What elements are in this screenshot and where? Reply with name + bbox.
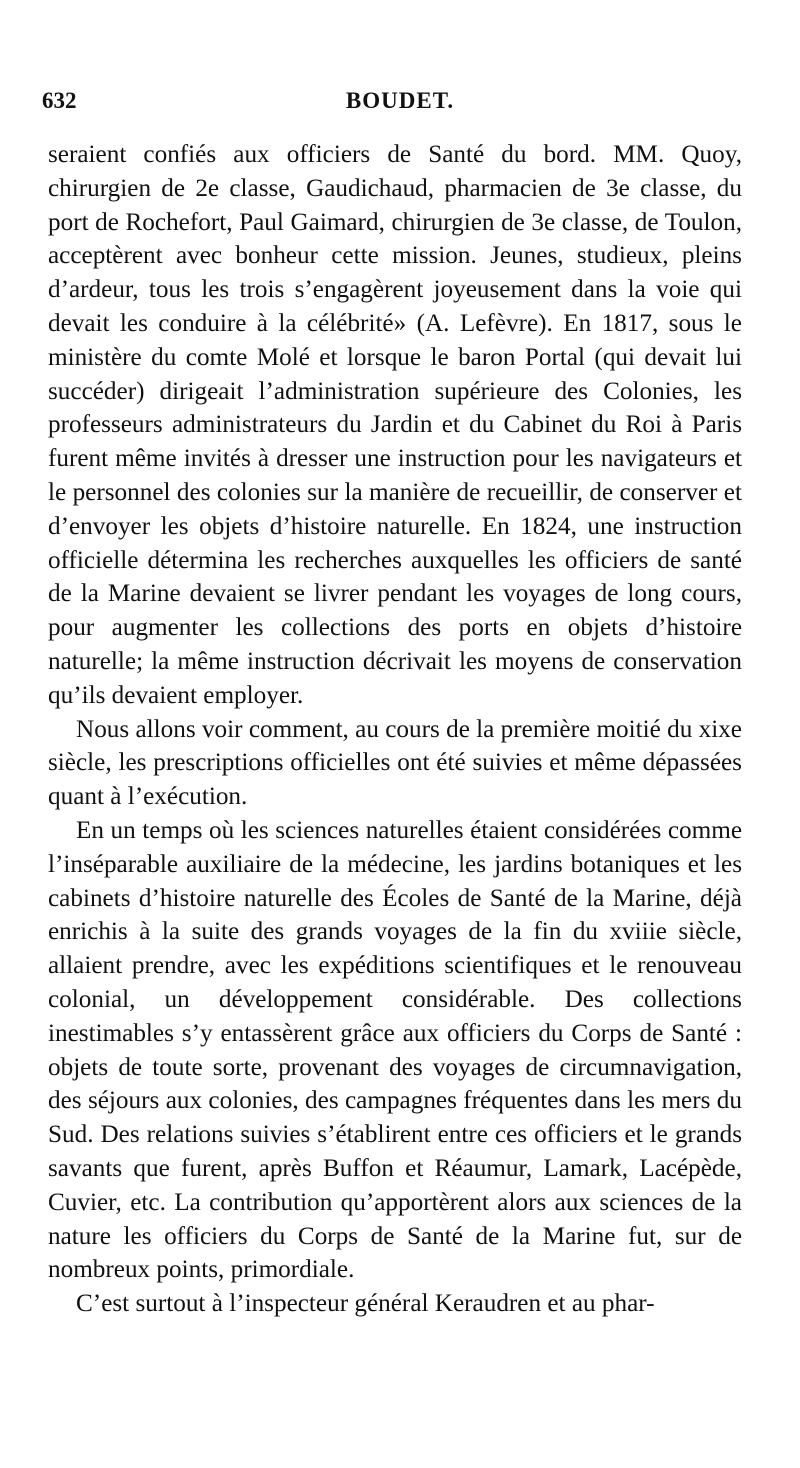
running-head [42, 88, 758, 120]
running-title: BOUDET. [345, 88, 455, 113]
body-text [48, 138, 742, 1321]
paragraph: En un temps où les sciences naturelles étaient considérées comme l’inséparable auxiliaire de la médecine, les jardins botaniques et les cabinets d’histoire naturelle des Écoles de Santé de la Marine, déjà enrichis à la suite des grands voyages de la fin du xviiie siècle, allaient prendre, avec les expéditions scientifiques et le renouveau colonial, un développement considérable. Des collections inestimables s’y entassèrent grâce aux officiers du Corps de Santé : objets de toute sorte, provenant des voyages de circumnavigation, des séjours aux colonies, des campagnes fréquentes dans les mers du Sud. Des relations suivies s’établirent entre ces officiers et le grands savants que furent, après Buffon et Réaumur, Lamark, Lacépède, Cuvier, etc. La contribution qu’apportèrent alors aux sciences de la nature les officiers du Corps de Santé de la Marine fut, sur de nombreux points, primordiale. [48, 816, 742, 1284]
page-number: 632 [42, 88, 77, 113]
paragraph-continued: seraient confiés aux officiers de Santé du bord. MM. Quoy, chirurgien de 2e classe, Gaudichaud, pharmacien de 3e classe, du port de Rochefort, Paul Gaimard, chirurgien de 3e classe, de Toulon, acceptèrent avec bonheur cette mission. Jeunes, studieux, pleins d’ardeur, tous les trois s’engagèrent joyeusement dans la voie qui devait les conduire à la célébrité» (A. Lefèvre). En 1817, sous le ministère du comte Molé et lorsque le baron Portal (qui devait lui succéder) dirigeait l’administration supérieure des Colonies, les professeurs administrateurs du Jardin et du Cabinet du Roi à Paris furent même invités à dresser une instruction pour les navigateurs et le personnel des colonies sur la manière de recueillir, de conserver et d’envoyer les objets d’histoire naturelle. En 1824, une instruction officielle détermina les recherches auxquelles les officiers de santé de la Marine devaient se livrer pendant les voyages de long cours, pour augmenter les collections des ports en objets d’histoire naturelle; la même instruction décrivait les moyens de conservation qu’ils devaient employer. [48, 141, 742, 709]
paragraph: C’est surtout à l’inspecteur général Keraudren et au phar- [76, 1290, 655, 1318]
paragraph: Nous allons voir comment, au cours de la première moitié du xixe siècle, les prescriptions officielles ont été suivies et même dépassées quant à l’exécution. [48, 715, 742, 811]
